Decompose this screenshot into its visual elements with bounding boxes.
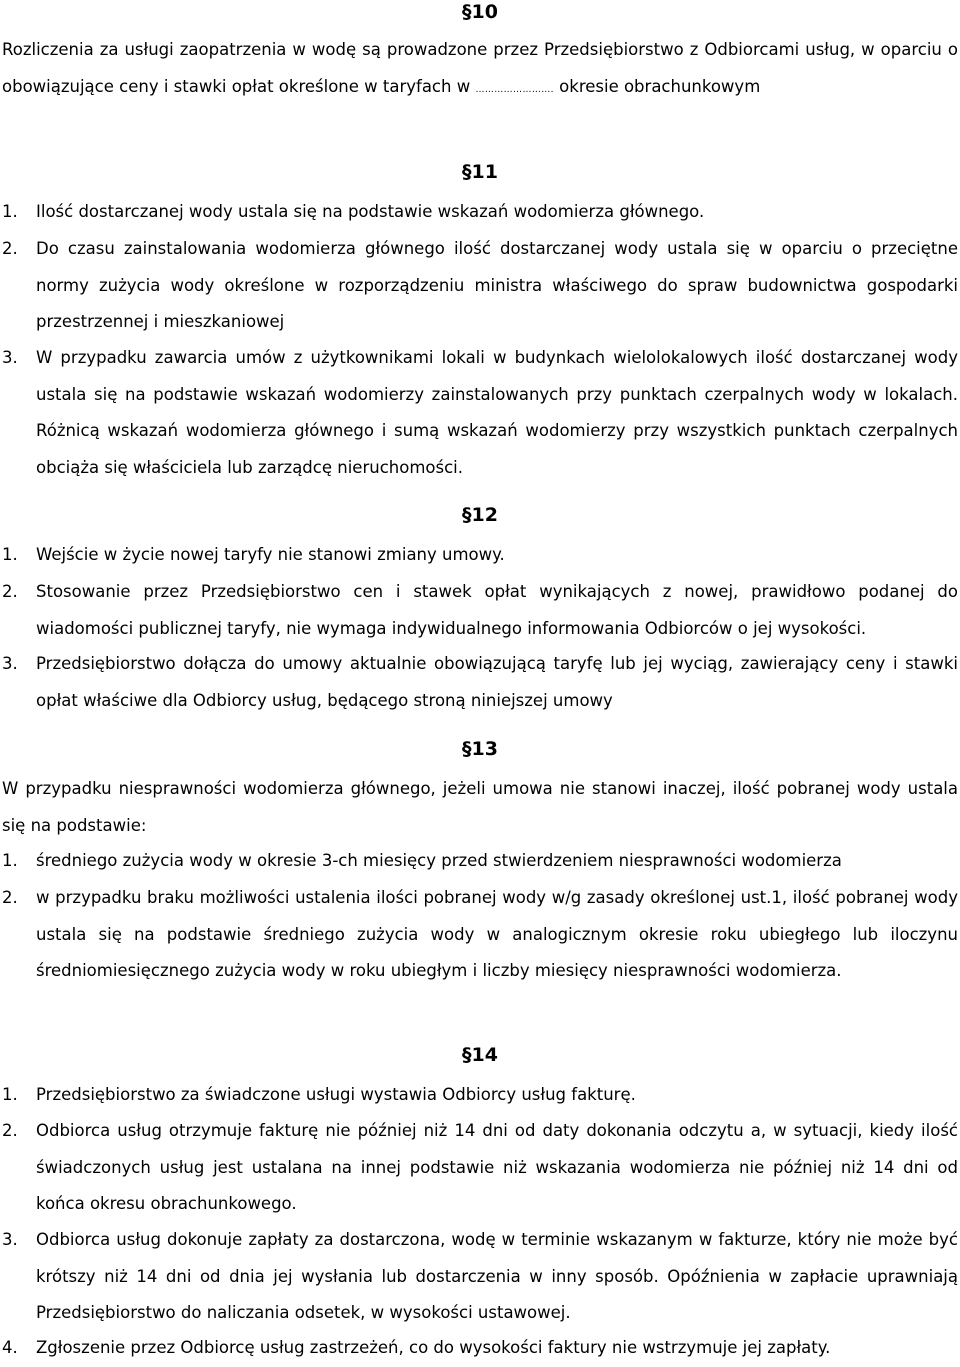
list-item-number: 1. (2, 851, 18, 870)
list-item-text: Zgłoszenie przez Odbiorcę usług zastrzeżeń, co do wysokości faktury nie wstrzymuje jej zapłaty. (36, 1338, 831, 1357)
section-10-text-start: Rozliczenia za usługi zaopatrzenia w wodę są prowadzone przez Przedsiębiorstwo z Odbiorcami usług, w oparciu o obowiązujące ceny i stawki opłat określone w taryfach w (2, 40, 958, 96)
section-heading-12: §12 (462, 504, 498, 526)
list-item (2, 537, 958, 574)
list-item-number: 3. (2, 1230, 18, 1249)
list-item-text: W przypadku zawarcia umów z użytkownikami lokali w budynkach wielolokalowych ilość dostarczanej wody ustala się na podstawie wskazań wodomierzy zainstalowanych przy punktach czerpalnych wody w lokalach. Różnicą wskazań wodomierza głównego i sumą wskazań wodomierzy przy wszystkich punktach czerpalnych obciąża się właściciela lub zarządcę nieruchomości. (36, 348, 958, 477)
list-item-number: 1. (2, 202, 18, 221)
section-heading-14: §14 (462, 1044, 498, 1066)
list-item-number: 1. (2, 1085, 18, 1104)
list-item-text: Do czasu zainstalowania wodomierza głównego ilość dostarczanej wody ustala się w oparciu o przeciętne normy zużycia wody określone w rozporządzeniu ministra właściwego do spraw budownictwa gospodarki przestrzennej i mieszkaniowej (36, 239, 958, 331)
list-item (2, 194, 958, 231)
list-item-text: Odbiorca usług otrzymuje fakturę nie później niż 14 dni od daty dokonania odczytu a, w sytuacji, kiedy ilość świadczonych usług jest ustalana na innej podstawie niż wskazania wodomierza nie później niż 14 dni od końca okresu obrachunkowego. (36, 1121, 958, 1213)
list-item-number: 1. (2, 545, 18, 564)
list-item-text: średniego zużycia wody w okresie 3-ch miesięcy przed stwierdzeniem niesprawności wodomierza (36, 851, 842, 870)
list-item (2, 646, 958, 719)
fill-in-blank: ……………………. (475, 84, 554, 95)
list-item-number: 2. (2, 888, 18, 907)
list-item (2, 880, 958, 990)
list-item-text: Wejście w życie nowej taryfy nie stanowi zmiany umowy. (36, 545, 505, 564)
list-item-text: w przypadku braku możliwości ustalenia ilości pobranej wody w/g zasady określonej ust.1, ilość pobranej wody ustala się na podstawie średniego zużycia wody w analogicznym okresie roku ubiegłego lub iloczynu średniomiesięcznego zużycia wody w roku ubiegłym i liczby miesięcy niesprawności wodomierza. (36, 888, 958, 980)
list-item-text: Odbiorca usług dokonuje zapłaty za dostarczona, wodę w terminie wskazanym w fakturze, który nie może być krótszy niż 14 dni od dnia jej wysłania lub dostarczenia w inny sposób. Opóźnienia w zapłacie uprawniają Przedsiębiorstwo do naliczania odsetek, w wysokości ustawowej. (36, 1230, 958, 1322)
list-item (2, 1113, 958, 1223)
section-heading-11: §11 (462, 161, 498, 183)
list-item (2, 1330, 958, 1367)
list-item (2, 1222, 958, 1332)
section-13-intro: W przypadku niesprawności wodomierza głównego, jeżeli umowa nie stanowi inaczej, ilość pobranej wody ustala się na podstawie: (2, 779, 958, 835)
list-item-text: Ilość dostarczanej wody ustala się na podstawie wskazań wodomierza głównego. (36, 202, 705, 221)
section-10-text-end: okresie obrachunkowym (553, 76, 761, 96)
section-heading-13: §13 (462, 738, 498, 760)
list-item-number: 2. (2, 582, 18, 601)
list-item-text: Przedsiębiorstwo dołącza do umowy aktualnie obowiązującą taryfę lub jej wyciąg, zawierający ceny i stawki opłat właściwe dla Odbiorcy usług, będącego stroną niniejszej umowy (36, 654, 958, 710)
list-item (2, 574, 958, 647)
list-item-number: 3. (2, 348, 18, 367)
list-item-text: Stosowanie przez Przedsiębiorstwo cen i stawek opłat wynikających z nowej, prawidłowo podanej do wiadomości publicznej taryfy, nie wymaga indywidualnego informowania Odbiorców o jej wysokości. (36, 582, 958, 638)
section-10-paragraph (2, 32, 958, 108)
list-item (2, 1077, 958, 1114)
list-item-number: 3. (2, 654, 18, 673)
list-item-text: Przedsiębiorstwo za świadczone usługi wystawia Odbiorcy usług fakturę. (36, 1085, 636, 1104)
section-heading-10: §10 (462, 1, 498, 23)
list-item-number: 2. (2, 239, 18, 258)
list-item-number: 2. (2, 1121, 18, 1140)
list-item (2, 231, 958, 341)
list-item (2, 340, 958, 486)
list-item (2, 843, 958, 880)
list-item-number: 4. (2, 1338, 18, 1357)
